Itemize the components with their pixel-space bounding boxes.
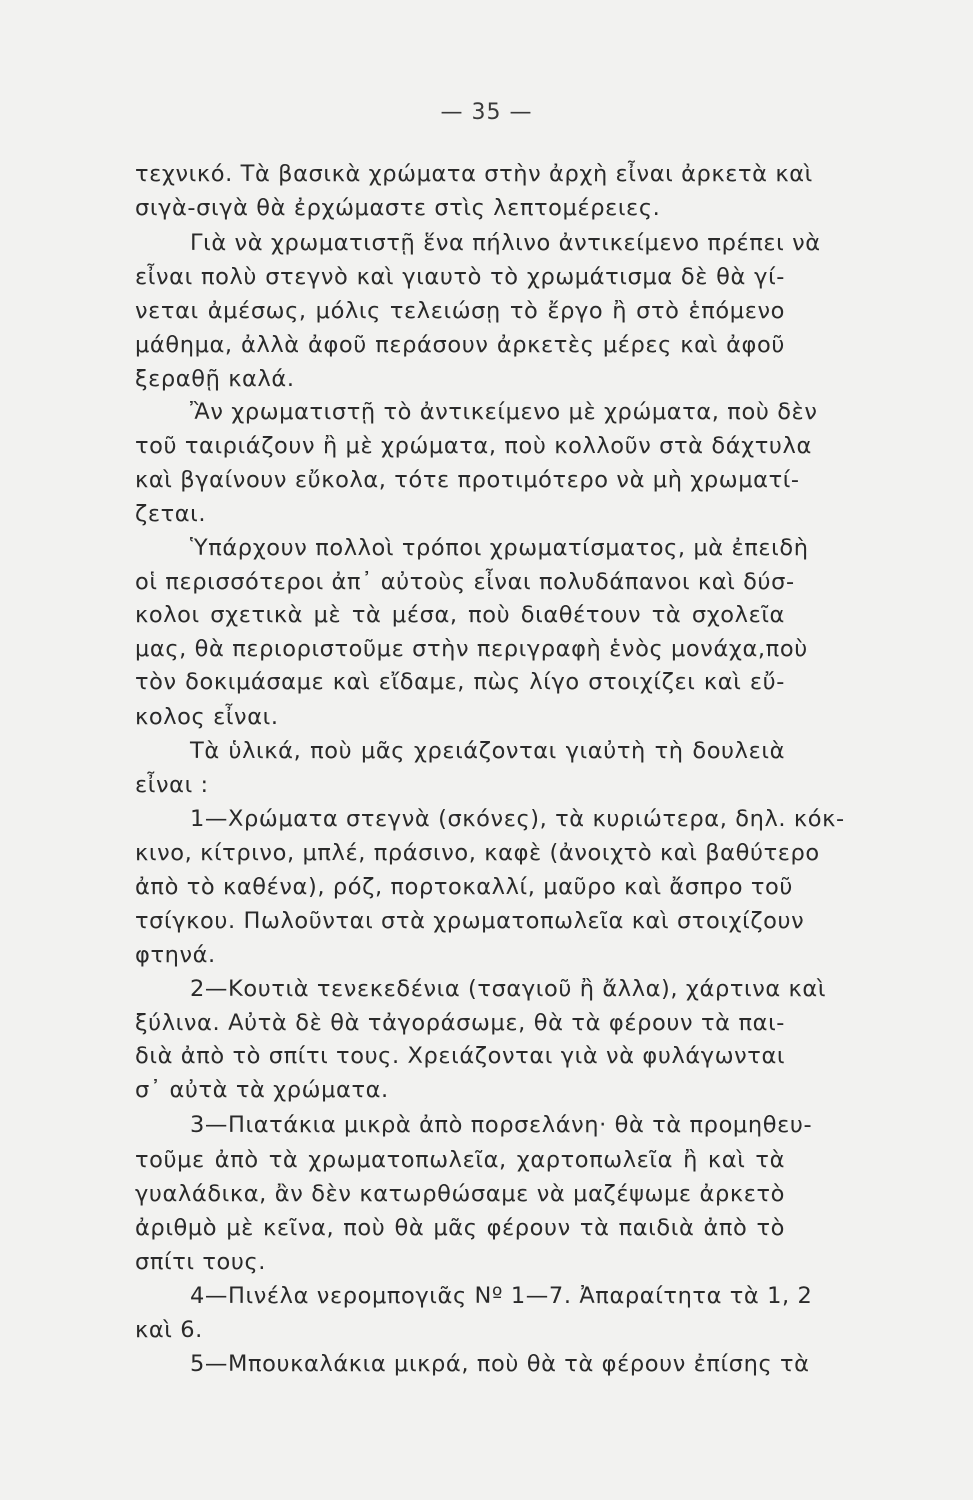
text-line: 4—Πινέλα νερομπογιᾶς Νº 1—7. Ἀπαραίτητα τὰ 1, 2 <box>190 1283 813 1309</box>
text-line: ξύλινα. Αὐτὰ δὲ θὰ τἀγοράσωμε, θὰ τὰ φέρουν τὰ παι- <box>135 1010 785 1036</box>
text-line: νεται ἀμέσως, μόλις τελειώσῃ τὸ ἔργο ἢ στὸ ἑπόμενο <box>135 298 785 324</box>
text-line: οἱ περισσότεροι ἀπ᾽ αὐτοὺς εἶναι πολυδάπανοι καὶ δύσ- <box>135 569 795 595</box>
text-line: γυαλάδικα, ἂν δὲν κατωρθώσαμε νὰ μαζέψωμε ἀρκετὸ <box>135 1181 785 1207</box>
text-line: εἶναι : <box>135 772 209 798</box>
text-line: σπίτι τους. <box>135 1249 267 1275</box>
page-number: — 35 — <box>440 100 533 125</box>
text-line: Τὰ ὑλικά, ποὺ μᾶς χρειάζονται γιαὐτὴ τὴ δουλειὰ <box>190 738 785 764</box>
text-line: κολος εἶναι. <box>135 704 279 730</box>
text-line: τοῦ ταιριάζουν ἢ μὲ χρώματα, ποὺ κολλοῦν στὰ δάχτυλα <box>135 433 812 459</box>
text-line: Ἂν χρωματιστῇ τὸ ἀντικείμενο μὲ χρώματα, ποὺ δὲν <box>190 399 818 425</box>
text-line: 5—Μπουκαλάκια μικρά, ποὺ θὰ τὰ φέρουν ἐπίσης τὰ <box>190 1351 810 1377</box>
text-line: κινο, κίτρινο, μπλέ, πράσινο, καφὲ (ἀνοιχτὸ καὶ βαθύτερο <box>135 840 820 866</box>
text-line: εἶναι πολὺ στεγνὸ καὶ γιαυτὸ τὸ χρωμάτισμα δὲ θὰ γί- <box>135 264 785 290</box>
text-line: ζεται. <box>135 501 207 527</box>
text-line: τσίγκου. Πωλοῦνται στὰ χρωματοπωλεῖα καὶ στοιχίζουν <box>135 908 805 934</box>
text-line: 3—Πιατάκια μικρὰ ἀπὸ πορσελάνη· θὰ τὰ προμηθευ- <box>190 1112 813 1138</box>
text-line: μάθημα, ἀλλὰ ἀφοῦ περάσουν ἀρκετὲς μέρες καὶ ἀφοῦ <box>135 332 785 358</box>
text-line: καὶ βγαίνουν εὔκολα, τότε προτιμότερο νὰ μὴ χρωματί- <box>135 467 800 493</box>
text-line: κολοι σχετικὰ μὲ τὰ μέσα, ποὺ διαθέτουν τὰ σχολεῖα <box>135 602 785 628</box>
text-line: τοῦμε ἀπὸ τὰ χρωματοπωλεῖα, χαρτοπωλεῖα ἢ καὶ τὰ <box>135 1147 785 1173</box>
text-line: τεχνικό. Τὰ βασικὰ χρώματα στὴν ἀρχὴ εἶναι ἀρκετὰ καὶ <box>135 161 813 187</box>
text-line: καὶ 6. <box>135 1317 203 1343</box>
text-line: 2—Κουτιὰ τενεκεδένια (τσαγιοῦ ἢ ἄλλα), χάρτινα καὶ <box>190 976 827 1002</box>
text-line: ξεραθῇ καλά. <box>135 366 295 392</box>
text-line: ἀριθμὸ μὲ κεῖνα, ποὺ θὰ μᾶς φέρουν τὰ παιδιὰ ἀπὸ τὸ <box>135 1215 785 1241</box>
text-line: Γιὰ νὰ χρωματιστῇ ἕνα πήλινο ἀντικείμενο πρέπει νὰ <box>190 230 821 256</box>
text-line: τὸν δοκιμάσαμε καὶ εἴδαμε, πὼς λίγο στοιχίζει καὶ εὔ- <box>135 669 785 695</box>
text-line: μας, θὰ περιοριστοῦμε στὴν περιγραφὴ ἑνὸς μονάχα,ποὺ <box>135 636 808 662</box>
text-line: ἀπὸ τὸ καθένα), ρόζ, πορτοκαλλί, μαῦρο καὶ ἄσπρο τοῦ <box>135 874 793 900</box>
text-line: σ᾽ αὐτὰ τὰ χρώματα. <box>135 1077 389 1103</box>
text-line: 1—Χρώματα στεγνὰ (σκόνες), τὰ κυριώτερα, δηλ. κόκ- <box>190 806 845 832</box>
text-line: διὰ ἀπὸ τὸ σπίτι τους. Χρειάζονται γιὰ νὰ φυλάγωνται <box>135 1043 786 1069</box>
text-line: φτηνά. <box>135 942 216 968</box>
text-line: Ὑπάρχουν πολλοὶ τρόποι χρωματίσματος, μὰ ἐπειδὴ <box>190 535 809 561</box>
text-line: σιγὰ-σιγὰ θὰ ἐρχώμαστε στὶς λεπτομέρειες. <box>135 195 661 221</box>
